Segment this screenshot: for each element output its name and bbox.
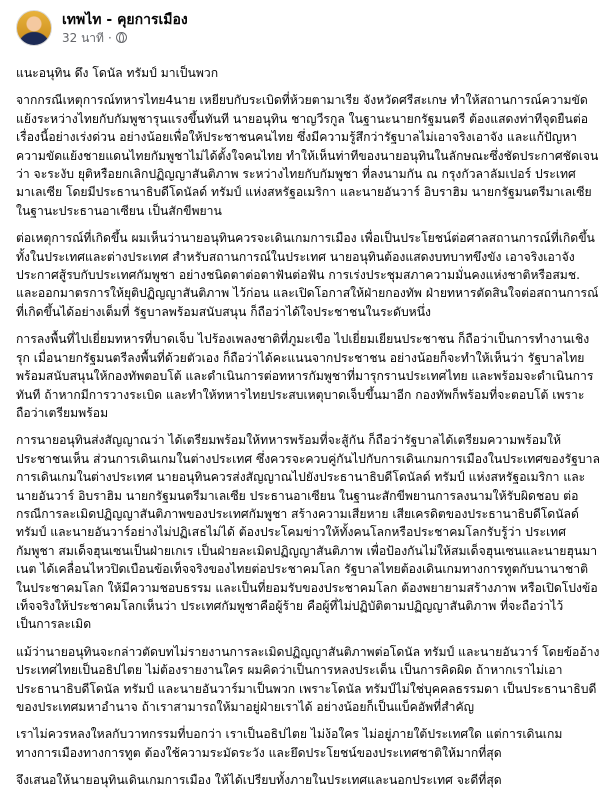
post-paragraph: การลงพื้นที่ไปเยี่ยมทหารที่บาดเจ็บ ไปร้องเพลงชาติที่ภูมะเขือ ไปเยี่ยมเยียนประชาชน ก็ถือว่าเป็นการทำงานเชิงรุก เมื่อนายกรัฐมนตรีลงพื้นที่ด้วยตัวเอง ก็ถือว่าได้คะแนนจากประชาชน อย่างน้อยก็จะทำให้เห็นว่า รัฐบาลไทยพร้อมสนับสนุนให้กองทัพตอบโต้ และดำเนินการต่อทหารกัมพูชาที่มารุกรานประเทศไทย และพร้อมจะดำเนินการทันที ถ้าหากมีการวางระเบิด และทำให้ทหารไทยประสบเหตุบาดเจ็บขึ้นมาอีก กองทัพก็พร้อมที่จะตอบโต้ เพราะถือว่าเตรียมพร้อม (16, 332, 594, 420)
post-body (16, 64, 600, 790)
post-time-row (62, 30, 188, 46)
post-paragraph: เราไม่ควรหลงใหลกับวาทกรรมที่บอกว่า เราเป็นอธิปไตย ไม่ง้อใคร ไม่อยู่ภายใต้ประเทศใด แต่การเดินเกมทางการเมืองทางการทูต ต้องใช้ความระมัดระวัง และยึดประโยชน์ของประเทศชาติให้มากที่สุด (16, 727, 563, 760)
avatar[interactable] (16, 10, 52, 46)
post-meta (62, 11, 188, 46)
globe-icon[interactable] (116, 32, 127, 43)
post-paragraph: จากกรณีเหตุการณ์ทหารไทย4นาย เหยียบกับระเบิดที่ห้วยตามาเรีย จังหวัดศรีสะเกษ ทำให้สถานการณ์ความขัดแย้งระหว่างไทยกับกัมพูชารุนแรงขึ้นทันที นายอนุทิน ชาญวีรกูล ในฐานะนายกรัฐมนตรี ต้องแสดงท่าทีจุดยืนต่อเรื่องนี้อย่างเร่งด่วน อย่างน้อยเพื่อให้ประชาชนคนไทย ซึ่งมีความรู้สึกว่ารัฐบาลไม่เอาจริงเอาจัง และแก้ปัญหาความขัดแย้งชายแดนไทยกัมพูชาไม่ได้ตั้งใจคนไทย ทำให้เห็นท่าทีของนายอนุทินในลักษณะซึ่งชัดประกาศชัดเจนว่า จะระงับ ยุติหรือยกเลิกปฏิญญาสันติภาพ ระหว่างไทยกับกัมพูชา ที่ลงนามกัน ณ กรุงกัวลาลัมเปอร์ ประเทศมาเลเซีย โดยมีประธานาธิบดีโดนัลด์ ทรัมป์ แห่งสหรัฐอเมริกา และนายอันวาร์ อิบราฮิม นายกรัฐมนตรีมาเลเซีย ในฐานะประธานอาเซียน เป็นสักขีพยาน (16, 93, 599, 218)
post-paragraph: แม้ว่านายอนุทินจะกล่าวตัดบทไม่รายงานการละเมิดปฏิญญาสันติภาพต่อโดนัล ทรัมป์ และนายอันวาร์ โดยข้ออ้างประเทศไทยเป็นอธิปไตย ไม่ต้องรายงานใคร ผมคิดว่าเป็นการหลงประเด็น เป็นการคิดผิด ถ้าหากเราไม่เอาประธานาธิบดีโดนัล ทรัมป์ และนายอันวาร์มาเป็นพวก เพราะโดนัล ทรัมป์ไม่ใช่บุคคลธรรมดา เป็นประธานาธิบดีของประเทศมหาอำนาจ ถ้าเราสามารถให้มาอยู่ฝ่ายเราได้ อย่างน้อยก็เป็นแบ็คอัพที่สำคัญ (16, 644, 600, 714)
post-paragraph: จึงเสนอให้นายอนุทินเดินเกมการเมือง ให้ได้เปรียบทั้งภายในประเทศและนอกประเทศ จะดีที่สุด (16, 773, 502, 788)
post-paragraph: การนายอนุทินส่งสัญญาณว่า ได้เตรียมพร้อมให้ทหารพร้อมที่จะสู้กัน ก็ถือว่ารัฐบาลได้เตรียมความพร้อมให้ประชาชนเห็น ส่วนการเดินเกมในต่างประเทศ ซึ่งควรจะควบคู่กันไปกับการเดินเกมการเมืองในประเทศของรัฐบาล การเดินเกมในต่างประเทศ นายอนุทินควรส่งสัญญาณไปยังประธานาธิบดีโดนัลด์ ทรัมป์ แห่งสหรัฐอเมริกา และนายอันวาร์ อิบราฮิม นายกรัฐมนตรีมาเลเซีย ประธานอาเซียน ในฐานะสักขีพยานการลงนามให้รับผิดชอบ ต่อกรณีการละเมิดปฏิญญาสันติภาพของประเทศกัมพูชา สร้างความเสียหาย เสียเครดิตของประธานาธิบดีโดนัลด์ ทรัมป์ และนายอันวาร์อย่างไม่ปฏิเสธไม่ได้ ต้องประโคมข่าวให้ทั้งคนโลกหรือประชาคมโลกรับรู้ว่า ประเทศกัมพูชา สมเด็จฮุนเซนเป็นฝ่ายเกเร เป็นฝ่ายละเมิดปฏิญญาสันติภาพ เพื่อป้องกันไม่ให้สมเด็จฮุนเซนและนายฮุนมาเนต ได้เคลื่อนไหวปิดเบือนข้อเท็จจริงของไทยต่อประชาคมโลก รัฐบาลไทยต้องเดินเกมทางการทูตกับนานาชาติ ในประชาคมโลก ให้มีความชอบธรรม และเป็นที่ยอมรับของประชาคมโลก ต้องพยายามสร้างภาพ หรือเปิดโปงข้อเท็จจริงให้ประชาคมโลกเห็นว่า ประเทศกัมพูชาคือผู้ร้าย คือผู้ที่ไม่ปฏิบัติตามปฏิญญาสันติภาพ ที่จะถือว่าไว้เป็นการละเมิด (16, 433, 600, 632)
post-paragraph: ต่อเหตุการณ์ที่เกิดขึ้น ผมเห็นว่านายอนุทินควรจะเดินเกมการเมือง เพื่อเป็นประโยชน์ต่อศาลสถานการณ์ที่เกิดขึ้น ทั้งในประเทศและต่างประเทศ สำหรับสถานการณ์ในประเทศ นายอนุทินต้องแสดงบทบาทขึงขัง เอาจริงเอาจัง ประกาศสู้รบกับประเทศกัมพูชา อย่างชนิดตาต่อตาฟันต่อฟัน การเร่งประชุมสภาความมั่นคงแห่งชาติหรือสมช. และออกมาตรการให้ยุติปฏิญญาสันติภาพ ไว้ก่อน และเปิดโอกาสให้ฝ่ายกองทัพ ฝ่ายทหารตัดสินใจต่อสถานการณ์ที่เกิดขึ้นได้อย่างเต็มที่ รัฐบาลพร้อมสนับสนุน ก็ถือว่าได้ใจประชาชนในระดับหนึ่ง (16, 231, 599, 319)
author-name[interactable]: เทพไท - คุยการเมือง (62, 11, 188, 28)
separator-dot: · (107, 30, 112, 45)
post-title: แนะอนุทิน ดึง โดนัล ทรัมป์ มาเป็นพวก (16, 66, 219, 80)
post-header (16, 8, 600, 48)
post-timestamp[interactable]: 32 นาที (62, 30, 104, 45)
